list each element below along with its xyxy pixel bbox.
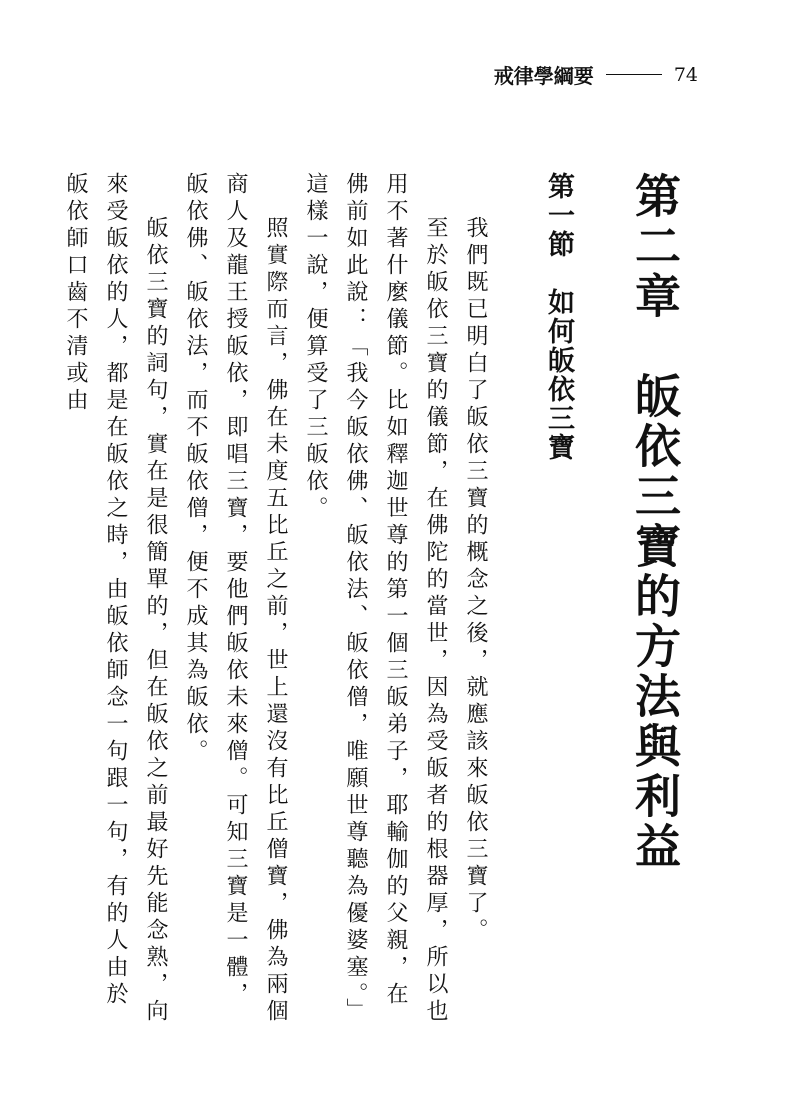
paragraph-4: 皈依三寶的詞句，實在是很簡單的，但在皈依之前最好先能念熟，向來受皈依的人，都是在皈依之時，由皈依師念一句跟一句，有的人由於皈依師口齒不清或由 xyxy=(63,172,168,1026)
page-body xyxy=(55,172,688,1042)
running-header xyxy=(494,60,698,89)
paragraph-2: 至於皈依三寶的儀節，在佛陀的當世，因為受皈者的根器厚，所以也用不著什麼儀節。比如釋迦世尊的第一個三皈弟子，耶輸伽的父親，在佛前如此說：「我今皈依佛、皈依法、皈依僧，唯願世尊聽為優婆塞。」這樣一說，便算受了三皈依。 xyxy=(303,172,448,1026)
chapter-title: 第二章 皈依三寶的方法與利益 xyxy=(628,172,682,872)
paragraph-1: 我們既已明白了皈依三寶的概念之後，就應該來皈依三寶了。 xyxy=(463,216,488,945)
header-rule xyxy=(606,74,662,75)
book-title: 戒律學綱要 xyxy=(493,64,594,88)
section-title: 第一節 如何皈依三寶 xyxy=(543,172,574,462)
page-number: 74 xyxy=(673,63,698,86)
paragraph-3: 照實際而言，佛在未度五比丘之前，世上還沒有比丘僧寶，佛為兩個商人及龍王授皈依，即唱三寶，要他們皈依未來僧。可知三寶是一體，皈依佛、皈依法，而不皈依僧，便不成其為皈依。 xyxy=(183,172,288,1026)
